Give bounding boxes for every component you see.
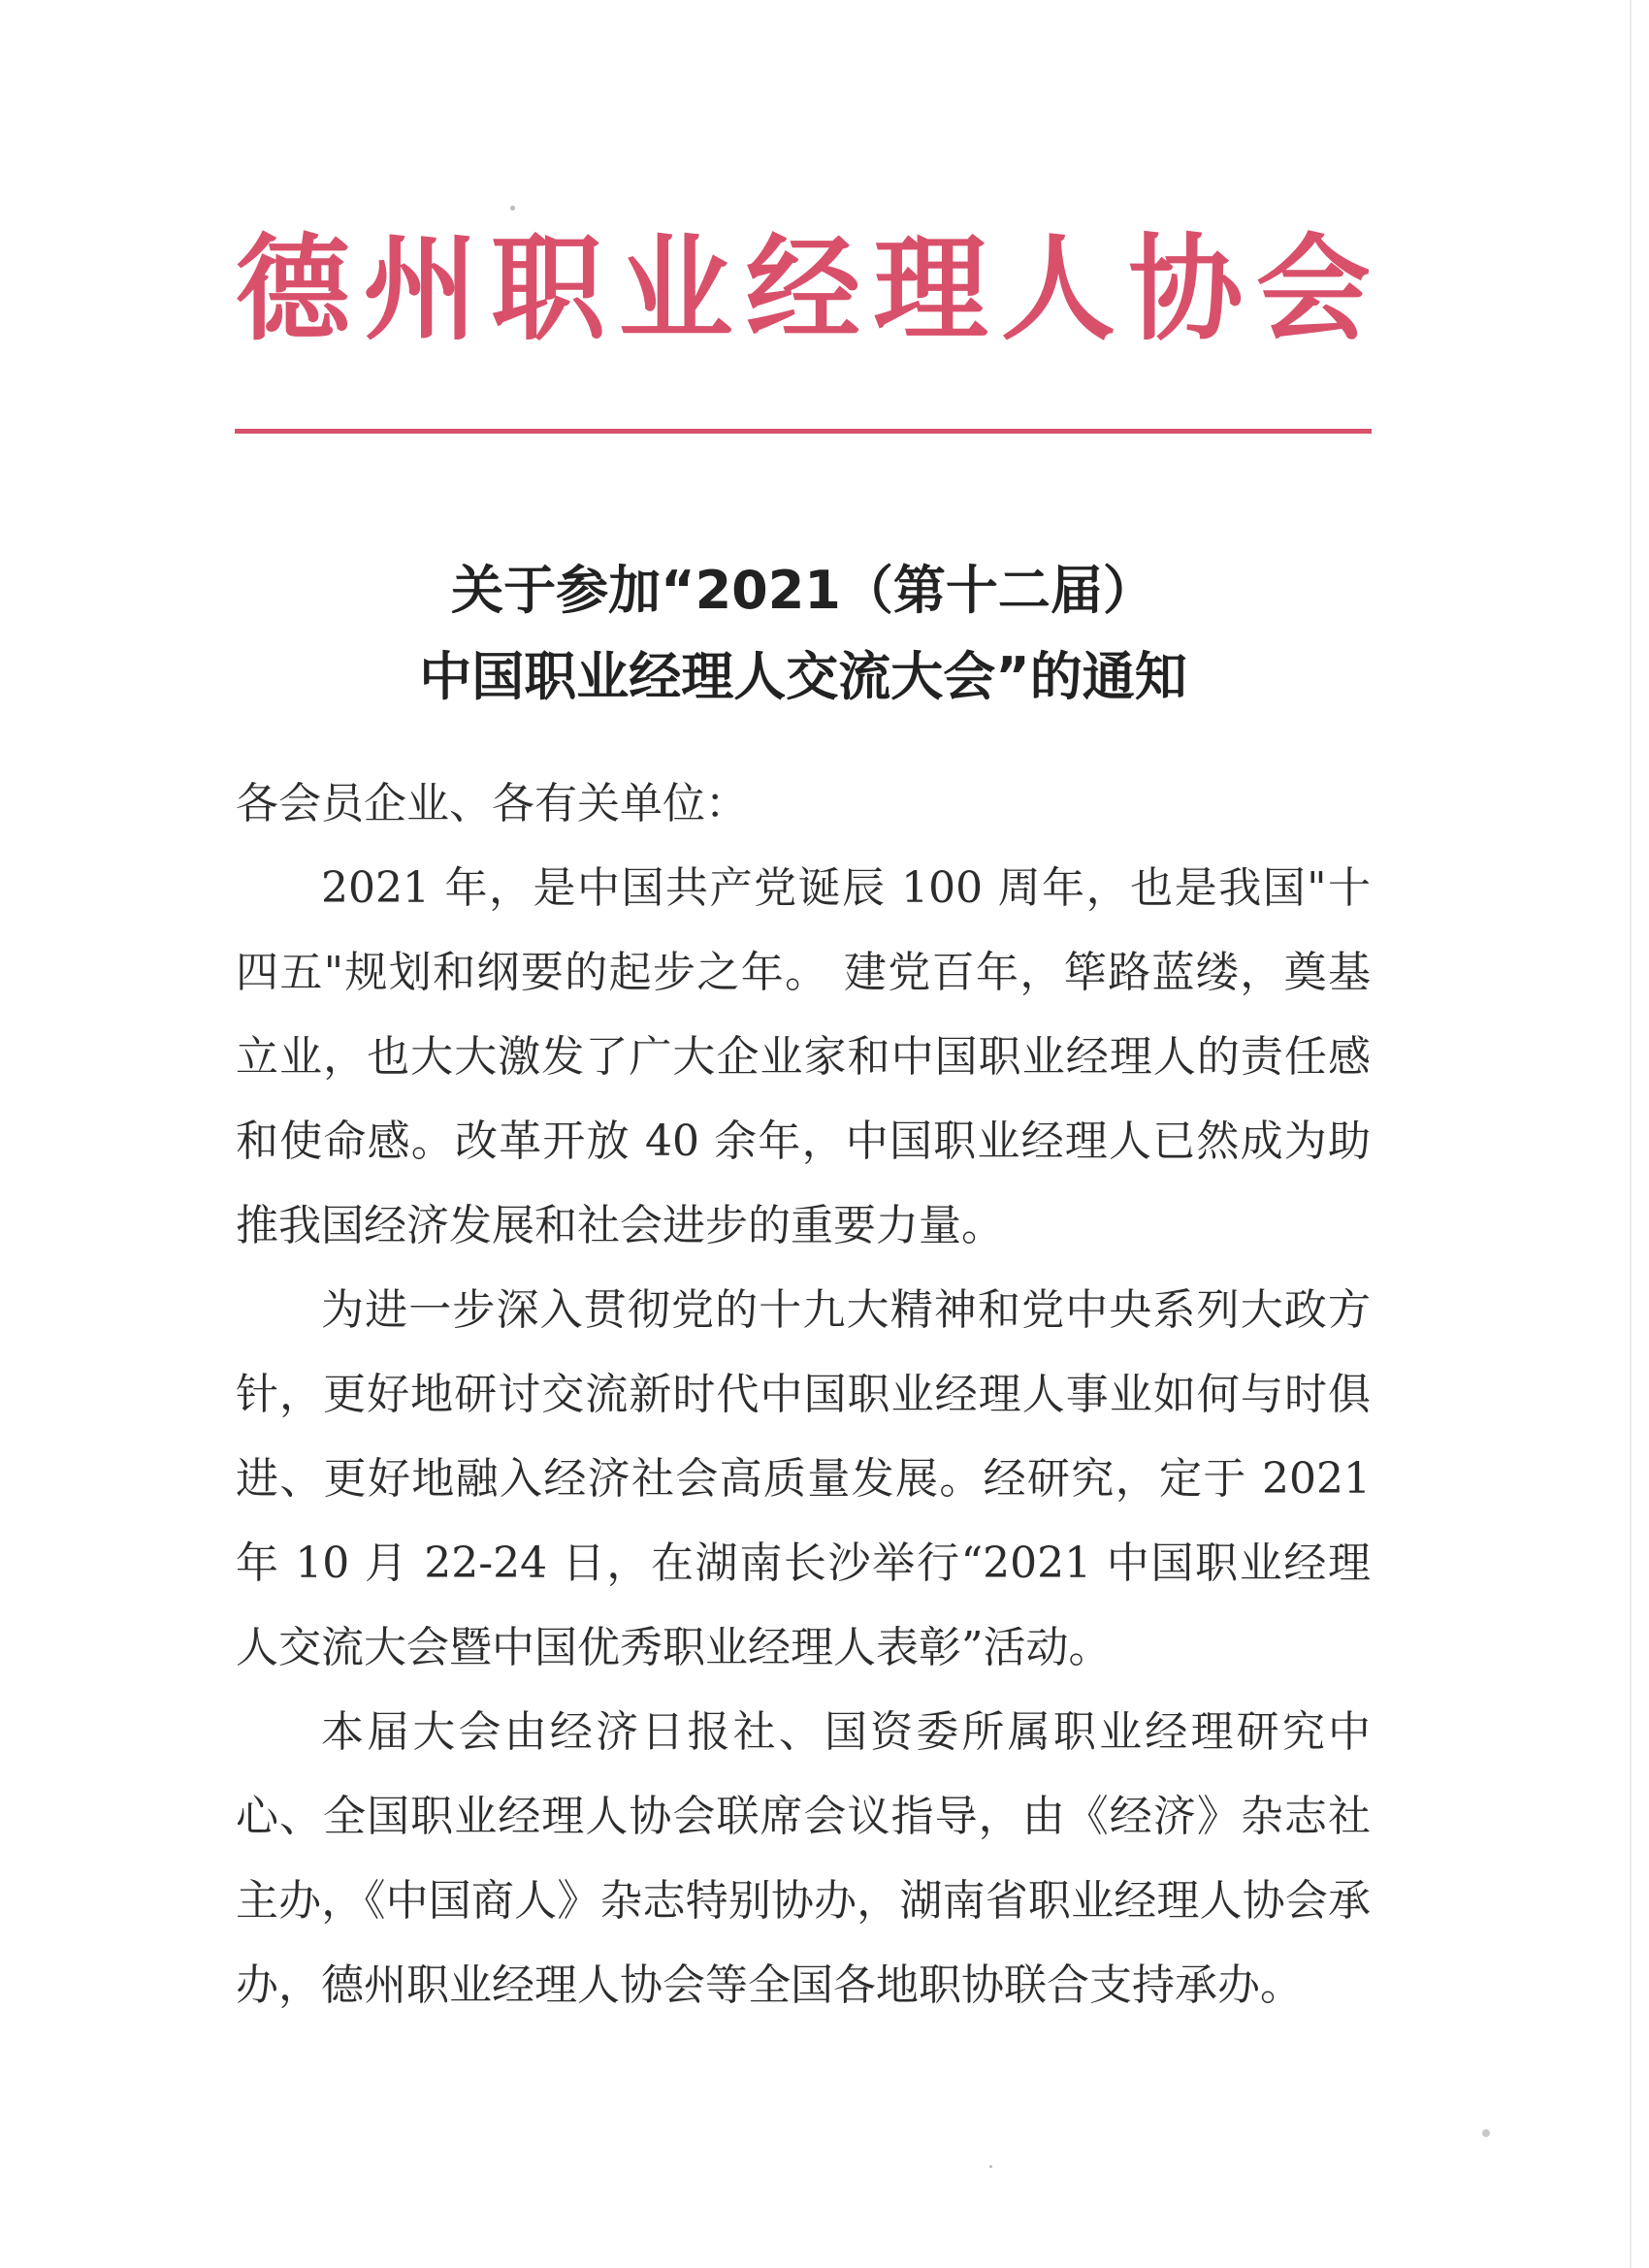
letterhead-divider — [235, 429, 1372, 434]
letterhead-char: 协 — [1128, 222, 1244, 356]
letterhead-char: 州 — [363, 222, 478, 356]
letterhead-char: 理 — [873, 222, 988, 356]
letterhead-char: 职 — [490, 222, 605, 356]
scan-edge — [1630, 0, 1632, 2268]
body-paragraph: 本届大会由经济日报社、国资委所属职业经理研究中心、全国职业经理人协会联席会议指导，由《经济》杂志社主办，《中国商人》杂志特别协办，湖南省职业经理人协会承办，德州职业经理人协会等全国各地职协联合支持承办。 — [236, 1707, 1371, 2010]
body-paragraph: 为进一步深入贯彻党的十九大精神和党中央系列大政方针，更好地研讨交流新时代中国职业经理人事业如何与时俱进、更好地融入经济社会高质量发展。经研究，定于 2021 年 10 月 22-24 日，在湖南长沙举行“2021 中国职业经理人交流大会暨中国优秀职业经理人表彰”活动。 — [236, 1285, 1371, 1672]
salutation: 各会员企业、各有关单位： — [236, 779, 748, 828]
scan-speck — [1482, 2129, 1490, 2137]
letterhead-char: 会 — [1255, 222, 1371, 356]
letterhead-char: 人 — [1000, 222, 1116, 356]
body-paragraph: 2021 年，是中国共产党诞辰 100 周年，也是我国"十四五"规划和纲要的起步之年。 建党百年，筚路蓝缕，奠基立业，也大大激发了广大企业家和中国职业经理人的责任感和使命感。改革开放 40 余年，中国职业经理人已然成为助推我国经济发展和社会进步的重要力量。 — [236, 863, 1371, 1250]
letterhead-organization-name — [236, 211, 1371, 367]
notice-title-line1: 关于参加“2021（第十二届） — [451, 560, 1155, 621]
scan-speck — [510, 206, 515, 211]
letterhead-char: 德 — [236, 222, 351, 356]
scan-speck — [989, 2165, 992, 2168]
letterhead-char: 经 — [745, 222, 860, 356]
letterhead-char: 业 — [618, 222, 733, 356]
notice-title-line2: 中国职业经理人交流大会”的通知 — [419, 646, 1187, 707]
notice-body — [236, 761, 1371, 2027]
